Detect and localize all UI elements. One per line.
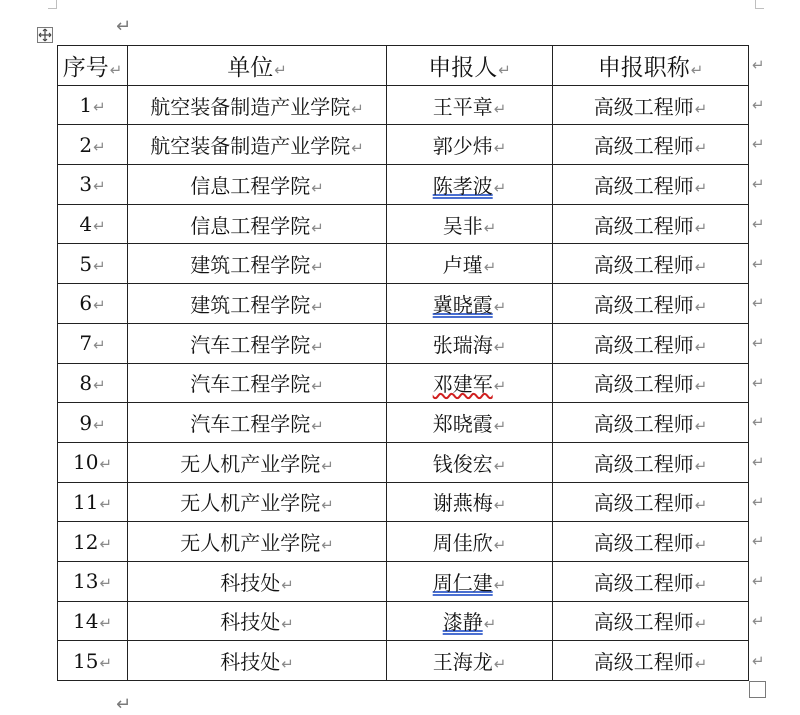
cell-end-mark-icon: ↵ xyxy=(493,456,507,475)
table-header-row xyxy=(58,46,749,86)
cell-title[interactable]: 高级工程师↵ xyxy=(553,323,749,363)
cell-applicant[interactable]: 冀晓霞↵ xyxy=(387,284,553,324)
cell-end-mark-icon: ↵ xyxy=(311,218,324,237)
cell-unit[interactable]: 汽车工程学院↵ xyxy=(128,403,387,443)
cell-end-mark-icon: ↵ xyxy=(311,337,324,356)
cell-end-mark-icon: ↵ xyxy=(99,534,113,553)
row-end-mark-icon: ↵ xyxy=(752,413,765,432)
cell-end-mark-icon: ↵ xyxy=(351,99,364,118)
cell-applicant[interactable]: 邓建军↵ xyxy=(387,363,553,403)
cell-applicant[interactable]: 王平章↵ xyxy=(387,85,553,125)
paragraph-mark-icon: ↵ xyxy=(116,694,132,715)
cell-end-mark-icon: ↵ xyxy=(493,575,507,594)
header-applicant[interactable]: 申报人↵ xyxy=(387,46,553,86)
header-unit[interactable]: 单位↵ xyxy=(128,46,387,86)
cell-end-mark-icon: ↵ xyxy=(311,258,324,277)
row-end-mark-icon: ↵ xyxy=(752,453,765,471)
cell-end-mark-icon: ↵ xyxy=(493,297,507,316)
cell-end-mark-icon: ↵ xyxy=(694,496,708,515)
cell-end-mark-icon: ↵ xyxy=(493,496,507,515)
cell-index[interactable]: 1↵ xyxy=(58,85,128,125)
cell-unit[interactable]: 科技处↵ xyxy=(128,561,387,601)
cell-end-mark-icon: ↵ xyxy=(99,653,113,672)
row-end-mark-icon: ↵ xyxy=(752,175,765,194)
cell-end-mark-icon: ↵ xyxy=(93,217,106,236)
cell-end-mark-icon: ↵ xyxy=(493,139,507,158)
cell-title[interactable]: 高级工程师↵ xyxy=(553,244,749,284)
cell-end-mark-icon: ↵ xyxy=(694,178,708,197)
cell-end-mark-icon: ↵ xyxy=(321,496,334,515)
cell-end-mark-icon: ↵ xyxy=(493,99,507,118)
cell-end-mark-icon: ↵ xyxy=(498,60,511,79)
cell-title[interactable]: 高级工程师↵ xyxy=(553,601,749,641)
cell-end-mark-icon: ↵ xyxy=(311,377,324,396)
table-row xyxy=(58,165,749,205)
cell-index[interactable]: 4↵ xyxy=(58,204,128,244)
cell-title[interactable]: 高级工程师↵ xyxy=(553,442,749,482)
cell-end-mark-icon: ↵ xyxy=(493,377,507,396)
table-row xyxy=(58,641,749,681)
cell-end-mark-icon: ↵ xyxy=(483,615,497,634)
paragraph-mark-icon: ↵ xyxy=(116,16,132,37)
cell-index[interactable]: 5↵ xyxy=(58,244,128,284)
cell-end-mark-icon: ↵ xyxy=(93,256,106,275)
table-resize-handle-icon[interactable] xyxy=(749,681,766,698)
cell-end-mark-icon: ↵ xyxy=(694,337,708,356)
cell-end-mark-icon: ↵ xyxy=(694,575,708,594)
cell-end-mark-icon: ↵ xyxy=(694,99,708,118)
cell-index[interactable]: 15↵ xyxy=(58,641,128,681)
table-row xyxy=(58,482,749,522)
cell-end-mark-icon: ↵ xyxy=(351,139,364,158)
row-end-mark-icon: ↵ xyxy=(752,254,765,273)
row-end-mark-icon: ↵ xyxy=(752,572,765,591)
table-move-handle-icon[interactable] xyxy=(37,27,53,43)
cell-applicant[interactable]: 郑晓霞↵ xyxy=(387,403,553,443)
cell-end-mark-icon: ↵ xyxy=(93,336,106,355)
cell-end-mark-icon: ↵ xyxy=(694,536,708,555)
cell-end-mark-icon: ↵ xyxy=(109,60,123,79)
cell-end-mark-icon: ↵ xyxy=(99,574,113,593)
cell-end-mark-icon: ↵ xyxy=(93,296,106,315)
table-row xyxy=(58,522,749,562)
cell-applicant[interactable]: 吴非↵ xyxy=(387,204,553,244)
cell-end-mark-icon: ↵ xyxy=(274,60,287,79)
cell-end-mark-icon: ↵ xyxy=(311,178,324,197)
cell-unit[interactable]: 无人机产业学院↵ xyxy=(128,522,387,562)
cell-end-mark-icon: ↵ xyxy=(694,218,708,237)
cell-unit[interactable]: 建筑工程学院↵ xyxy=(128,244,387,284)
cell-unit[interactable]: 无人机产业学院↵ xyxy=(128,442,387,482)
cell-applicant[interactable]: 钱俊宏↵ xyxy=(387,442,553,482)
cell-index[interactable]: 9↵ xyxy=(58,403,128,443)
row-end-mark-icon: ↵ xyxy=(752,214,765,233)
cell-end-mark-icon: ↵ xyxy=(694,377,708,396)
cell-end-mark-icon: ↵ xyxy=(493,536,507,555)
cell-unit[interactable]: 信息工程学院↵ xyxy=(128,204,387,244)
cell-end-mark-icon: ↵ xyxy=(281,575,294,594)
cell-unit[interactable]: 汽车工程学院↵ xyxy=(128,363,387,403)
page-corner-mark-left xyxy=(48,0,57,9)
cell-title[interactable]: 高级工程师↵ xyxy=(553,284,749,324)
row-end-mark-icon: ↵ xyxy=(752,333,765,352)
cell-index[interactable]: 10↵ xyxy=(58,442,128,482)
table-row xyxy=(58,204,749,244)
table-row xyxy=(58,125,749,165)
cell-end-mark-icon: ↵ xyxy=(93,98,106,117)
table-row xyxy=(58,561,749,601)
cell-applicant[interactable]: 谢燕梅↵ xyxy=(387,482,553,522)
cell-unit[interactable]: 建筑工程学院↵ xyxy=(128,284,387,324)
row-end-mark-icon: ↵ xyxy=(752,532,765,551)
cell-end-mark-icon: ↵ xyxy=(694,139,708,158)
cell-title[interactable]: 高级工程师↵ xyxy=(553,561,749,601)
table-row xyxy=(58,323,749,363)
cell-title[interactable]: 高级工程师↵ xyxy=(553,522,749,562)
cell-unit[interactable]: 无人机产业学院↵ xyxy=(128,482,387,522)
cell-end-mark-icon: ↵ xyxy=(281,655,294,674)
row-end-mark-icon: ↵ xyxy=(752,611,765,630)
cell-unit[interactable]: 航空装备制造产业学院↵ xyxy=(128,125,387,165)
cell-index[interactable]: 8↵ xyxy=(58,363,128,403)
cell-unit[interactable]: 航空装备制造产业学院↵ xyxy=(128,85,387,125)
cell-applicant[interactable]: 张瑞海↵ xyxy=(387,323,553,363)
cell-end-mark-icon: ↵ xyxy=(694,417,708,436)
cell-unit[interactable]: 信息工程学院↵ xyxy=(128,165,387,205)
cell-end-mark-icon: ↵ xyxy=(99,613,113,632)
cell-title[interactable]: 高级工程师↵ xyxy=(553,641,749,681)
cell-end-mark-icon: ↵ xyxy=(311,297,324,316)
cell-index[interactable]: 12↵ xyxy=(58,522,128,562)
row-end-mark-icon: ↵ xyxy=(752,95,765,114)
table-row xyxy=(58,601,749,641)
cell-unit[interactable]: 科技处↵ xyxy=(128,601,387,641)
cell-end-mark-icon: ↵ xyxy=(483,218,497,237)
cell-unit[interactable]: 科技处↵ xyxy=(128,641,387,681)
cell-index[interactable]: 2↵ xyxy=(58,125,128,165)
cell-end-mark-icon: ↵ xyxy=(483,258,497,277)
cell-title[interactable]: 高级工程师↵ xyxy=(553,403,749,443)
cell-applicant[interactable]: 周仁建↵ xyxy=(387,561,553,601)
row-end-mark-icon: ↵ xyxy=(752,56,765,74)
cell-end-mark-icon: ↵ xyxy=(493,337,507,356)
table-row xyxy=(58,244,749,284)
cell-end-mark-icon: ↵ xyxy=(694,456,708,475)
cell-applicant[interactable]: 郭少炜↵ xyxy=(387,125,553,165)
cell-index[interactable]: 3↵ xyxy=(58,165,128,205)
table-row xyxy=(58,403,749,443)
cell-end-mark-icon: ↵ xyxy=(694,655,708,674)
row-end-mark-icon: ↵ xyxy=(752,651,765,670)
cell-end-mark-icon: ↵ xyxy=(311,417,324,436)
cell-end-mark-icon: ↵ xyxy=(493,417,507,436)
table-row xyxy=(58,442,749,482)
header-title[interactable]: 申报职称↵ xyxy=(553,46,749,86)
cell-title[interactable]: 高级工程师↵ xyxy=(553,363,749,403)
cell-end-mark-icon: ↵ xyxy=(99,494,113,513)
table-row xyxy=(58,363,749,403)
header-index[interactable]: 序号↵ xyxy=(58,46,128,86)
cell-end-mark-icon: ↵ xyxy=(99,455,113,474)
cell-index[interactable]: 11↵ xyxy=(58,482,128,522)
cell-title[interactable]: 高级工程师↵ xyxy=(553,85,749,125)
cell-unit[interactable]: 汽车工程学院↵ xyxy=(128,323,387,363)
row-end-mark-icon: ↵ xyxy=(752,373,765,392)
cell-end-mark-icon: ↵ xyxy=(493,655,507,674)
page-corner-mark-right xyxy=(755,0,764,9)
cell-title[interactable]: 高级工程师↵ xyxy=(553,125,749,165)
cell-end-mark-icon: ↵ xyxy=(694,258,708,277)
row-end-mark-icon: ↵ xyxy=(752,294,765,313)
applicant-table xyxy=(57,45,749,681)
cell-end-mark-icon: ↵ xyxy=(93,375,106,394)
table-row xyxy=(58,284,749,324)
cell-end-mark-icon: ↵ xyxy=(93,415,106,434)
cell-end-mark-icon: ↵ xyxy=(493,178,507,197)
cell-end-mark-icon: ↵ xyxy=(694,615,708,634)
cell-title[interactable]: 高级工程师↵ xyxy=(553,204,749,244)
cell-index[interactable]: 14↵ xyxy=(58,601,128,641)
row-end-mark-icon: ↵ xyxy=(752,492,765,511)
cell-applicant[interactable]: 漆静↵ xyxy=(387,601,553,641)
cell-applicant[interactable]: 王海龙↵ xyxy=(387,641,553,681)
cell-applicant[interactable]: 周佳欣↵ xyxy=(387,522,553,562)
cell-end-mark-icon: ↵ xyxy=(93,137,106,156)
cell-end-mark-icon: ↵ xyxy=(694,297,708,316)
cell-title[interactable]: 高级工程师↵ xyxy=(553,165,749,205)
table-row xyxy=(58,85,749,125)
cell-index[interactable]: 6↵ xyxy=(58,284,128,324)
cell-end-mark-icon: ↵ xyxy=(321,536,334,555)
cell-applicant[interactable]: 陈孝波↵ xyxy=(387,165,553,205)
cell-title[interactable]: 高级工程师↵ xyxy=(553,482,749,522)
cell-end-mark-icon: ↵ xyxy=(690,60,704,79)
cell-applicant[interactable]: 卢瑾↵ xyxy=(387,244,553,284)
cell-end-mark-icon: ↵ xyxy=(321,456,334,475)
cell-end-mark-icon: ↵ xyxy=(281,615,294,634)
cell-end-mark-icon: ↵ xyxy=(93,177,106,196)
cell-index[interactable]: 13↵ xyxy=(58,561,128,601)
cell-index[interactable]: 7↵ xyxy=(58,323,128,363)
row-end-mark-icon: ↵ xyxy=(752,135,765,154)
